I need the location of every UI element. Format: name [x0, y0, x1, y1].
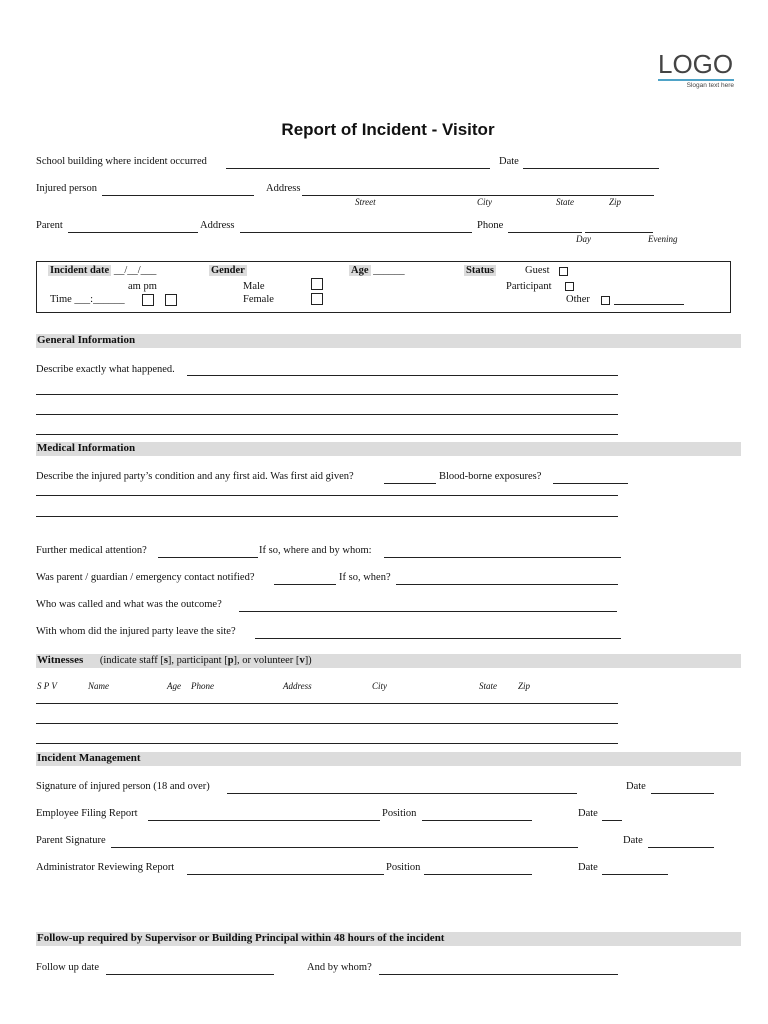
age-text: Age: [351, 265, 369, 276]
note-d: ]): [304, 655, 312, 666]
col-address: Address: [283, 681, 312, 691]
parent-address-label: Address: [200, 220, 235, 231]
injured-person-label: Injured person: [36, 183, 97, 194]
parent-signature-field[interactable]: [111, 847, 578, 848]
incident-date-text: Incident date: [50, 265, 110, 276]
describe-field-4[interactable]: [36, 434, 618, 435]
condition-field-2[interactable]: [36, 516, 618, 517]
evening-caption: Evening: [648, 234, 678, 244]
zip-caption: Zip: [609, 197, 622, 207]
note-p: p: [227, 655, 234, 666]
who-called-field[interactable]: [239, 611, 617, 612]
time-slots[interactable]: ___:______: [74, 294, 125, 305]
describe-field-3[interactable]: [36, 414, 618, 415]
note-c: ], or volunteer [: [233, 655, 300, 666]
col-state: State: [479, 681, 497, 691]
describe-label: Describe exactly what happened.: [36, 364, 175, 375]
date2-field[interactable]: [602, 820, 622, 821]
status-label: Status: [466, 265, 495, 276]
when-field[interactable]: [396, 584, 618, 585]
date-field[interactable]: [523, 168, 659, 169]
female-label: Female: [243, 294, 274, 305]
date3-field[interactable]: [648, 847, 714, 848]
page-title: Report of Incident - Visitor: [281, 120, 495, 139]
logo-slogan: Slogan text here: [686, 82, 734, 89]
condition-label: Describe the injured party’s condition and any first aid. Was first aid given?: [36, 471, 354, 482]
address-field[interactable]: [302, 195, 654, 196]
position2-field[interactable]: [424, 874, 532, 875]
describe-field-1[interactable]: [187, 375, 618, 376]
note-b: ], participant [: [167, 655, 228, 666]
logo-underline: [658, 79, 734, 81]
medical-heading: Medical Information: [37, 442, 136, 454]
phone-day-field[interactable]: [508, 232, 582, 233]
where-field[interactable]: [384, 557, 621, 558]
notified-label: Was parent / guardian / emergency contact notified?: [36, 572, 255, 583]
first-aid-field[interactable]: [384, 483, 436, 484]
age-label: [349, 265, 405, 276]
administrator-field[interactable]: [187, 874, 384, 875]
date3-label: Date: [623, 835, 643, 846]
col-city: City: [372, 681, 387, 691]
signature-label: Signature of injured person (18 and over): [36, 781, 210, 792]
bloodborne-label: Blood-borne exposures?: [439, 471, 542, 482]
employee-label: Employee Filing Report: [36, 808, 138, 819]
col-phone: Phone: [191, 681, 214, 691]
parent-label: Parent: [36, 220, 63, 231]
date4-label: Date: [578, 862, 598, 873]
medical-bar: [36, 442, 741, 456]
signature-field[interactable]: [227, 793, 577, 794]
state-caption: State: [556, 197, 574, 207]
followup-date-field[interactable]: [106, 974, 274, 975]
pm-checkbox[interactable]: [165, 294, 177, 306]
city-caption: City: [477, 197, 492, 207]
school-building-field[interactable]: [226, 168, 490, 169]
parent-field[interactable]: [68, 232, 198, 233]
phone-label: Phone: [477, 220, 504, 231]
logo: [658, 50, 734, 89]
other-checkbox[interactable]: [601, 296, 610, 305]
parent-address-field[interactable]: [240, 232, 472, 233]
left-with-field[interactable]: [255, 638, 621, 639]
general-heading: General Information: [37, 334, 136, 346]
male-label: Male: [243, 281, 265, 292]
position1-label: Position: [382, 808, 417, 819]
further-field[interactable]: [158, 557, 258, 558]
condition-field-1[interactable]: [36, 495, 618, 496]
note-v: v: [299, 655, 305, 666]
further-label: Further medical attention?: [36, 545, 147, 556]
where-label: If so, where and by whom:: [259, 545, 372, 556]
administrator-label: Administrator Reviewing Report: [36, 862, 175, 873]
col-spv: S P V: [37, 681, 57, 691]
male-checkbox[interactable]: [311, 278, 323, 290]
injured-person-field[interactable]: [102, 195, 254, 196]
am-checkbox[interactable]: [142, 294, 154, 306]
by-whom-label: And by whom?: [307, 962, 372, 973]
parent-signature-label: Parent Signature: [36, 835, 106, 846]
address-label: Address: [266, 183, 301, 194]
female-checkbox[interactable]: [311, 293, 323, 305]
participant-label: Participant: [506, 281, 552, 292]
other-label: Other: [566, 294, 590, 305]
gender-label: Gender: [211, 265, 245, 276]
witnesses-heading: Witnesses: [37, 654, 84, 666]
management-heading: Incident Management: [37, 752, 141, 764]
col-zip: Zip: [518, 681, 531, 691]
incident-date-slots[interactable]: __/__/___: [113, 265, 157, 276]
date1-label: Date: [626, 781, 646, 792]
logo-text: LOGO: [658, 49, 734, 79]
guest-label: Guest: [525, 265, 550, 276]
witness-field-2[interactable]: [36, 723, 618, 724]
participant-checkbox[interactable]: [565, 282, 574, 291]
am-pm-label: am pm: [128, 281, 157, 292]
time-label: [50, 294, 125, 305]
left-with-label: With whom did the injured party leave the site?: [36, 626, 236, 637]
day-caption: Day: [576, 234, 591, 244]
bloodborne-field[interactable]: [553, 483, 628, 484]
school-building-label: School building where incident occurred: [36, 156, 207, 167]
date1-field[interactable]: [651, 793, 714, 794]
notified-field[interactable]: [274, 584, 336, 585]
by-whom-field[interactable]: [379, 974, 618, 975]
col-name: Name: [88, 681, 109, 691]
witness-field-3[interactable]: [36, 743, 618, 744]
street-caption: Street: [355, 197, 376, 207]
witnesses-heading-row: [37, 654, 312, 666]
employee-field[interactable]: [148, 820, 380, 821]
witnesses-note: [100, 655, 312, 666]
other-field[interactable]: [614, 304, 684, 305]
who-called-label: Who was called and what was the outcome?: [36, 599, 222, 610]
followup-date-label: Follow up date: [36, 962, 99, 973]
guest-checkbox[interactable]: [559, 267, 568, 276]
followup-heading: Follow-up required by Supervisor or Building Principal within 48 hours of the incident: [37, 932, 445, 944]
when-label: If so, when?: [339, 572, 391, 583]
age-field[interactable]: ______: [373, 265, 405, 276]
note-s: s: [163, 655, 168, 666]
note-a: (indicate staff [: [99, 655, 164, 666]
witness-field-1[interactable]: [36, 703, 618, 704]
describe-field-2[interactable]: [36, 394, 618, 395]
position2-label: Position: [386, 862, 421, 873]
phone-evening-field[interactable]: [585, 232, 653, 233]
management-bar: [36, 752, 741, 766]
date4-field[interactable]: [602, 874, 668, 875]
date2-label: Date: [578, 808, 598, 819]
general-bar: [36, 334, 741, 348]
incident-date-label: [48, 265, 156, 276]
date-label: Date: [499, 156, 519, 167]
col-age: Age: [167, 681, 181, 691]
position1-field[interactable]: [422, 820, 532, 821]
time-text: Time: [50, 294, 72, 305]
